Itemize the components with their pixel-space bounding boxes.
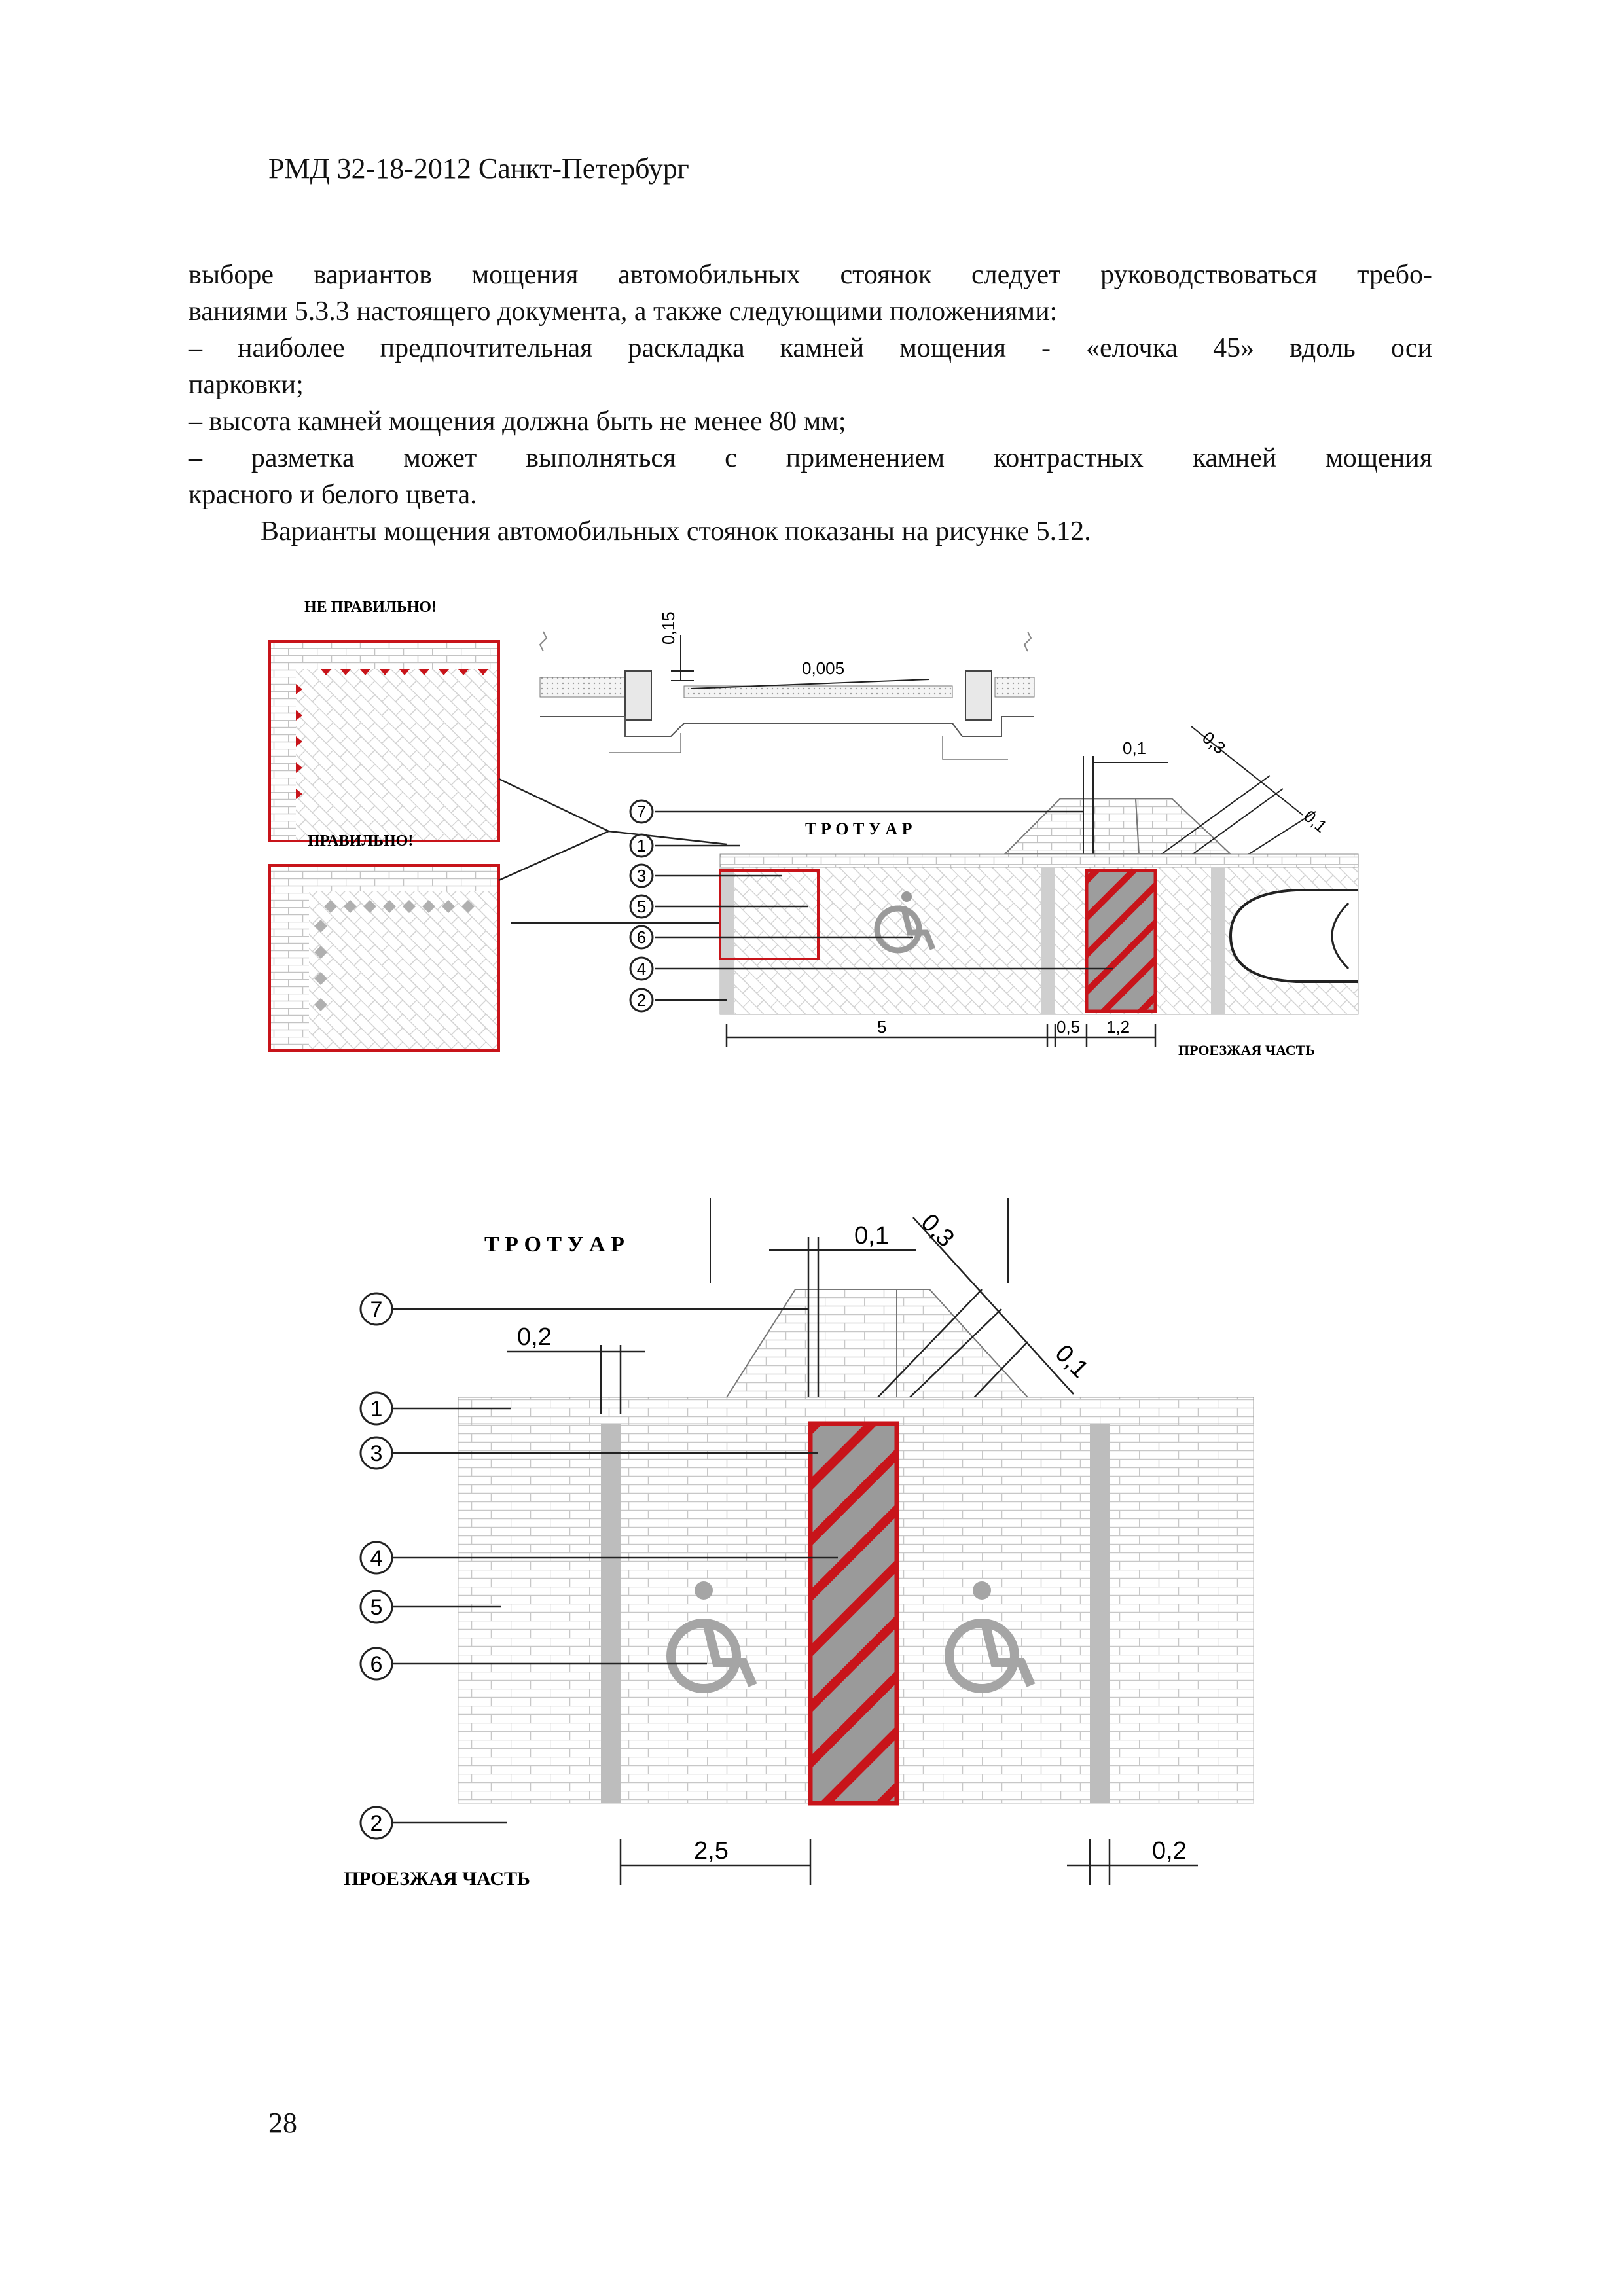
- dim-0-2-bottom: 0,2: [1152, 1837, 1187, 1865]
- roadway-label: ПРОЕЗЖАЯ ЧАСТЬ: [1178, 1042, 1315, 1058]
- text-line: выборе вариантов мощения автомобильных стоянок следует руководствоваться требо-: [189, 260, 1432, 290]
- callout-6: 6: [636, 927, 647, 947]
- callout-1: 1: [636, 836, 647, 855]
- bullet-item: – разметка может выполняться с применением контрастных камней мощения: [189, 443, 1432, 473]
- bullet-item: – наиболее предпочтительная раскладка камней мощения - «елочка 45» вдоль оси: [189, 333, 1432, 363]
- text-line: красного и белого цвета.: [189, 480, 477, 510]
- callout-7: 7: [636, 802, 647, 821]
- dim-0-2-top: 0,2: [517, 1323, 552, 1351]
- text-line: Варианты мощения автомобильных стоянок показаны на рисунке 5.12.: [261, 516, 1091, 547]
- dim-0-1b: 0,1: [1300, 806, 1331, 836]
- dim-2-5: 2,5: [694, 1837, 729, 1865]
- roadway-label-bottom: ПРОЕЗЖАЯ ЧАСТЬ: [344, 1868, 530, 1890]
- car-icon: [1231, 890, 1358, 982]
- document-header: РМД 32-18-2012 Санкт-Петербург: [268, 152, 689, 185]
- bullet-item: – высота камней мощения должна быть не менее 80 мм;: [189, 406, 846, 437]
- dims-top-bottom: [727, 1024, 1155, 1047]
- callout-2: 2: [636, 990, 647, 1010]
- callout-5: 5: [636, 897, 647, 916]
- callout-3-bottom: 3: [370, 1441, 383, 1466]
- dim-0-1-bottom: 0,1: [854, 1222, 889, 1249]
- parking-plan: [720, 854, 1358, 1014]
- dim-0-3: 0,3: [1199, 727, 1230, 758]
- dim-0-1b-bottom: 0,1: [1049, 1339, 1094, 1384]
- dim-0-15: 0,15: [659, 611, 678, 645]
- callout-6-bottom: 6: [370, 1652, 383, 1677]
- callout-7-bottom: 7: [370, 1297, 383, 1322]
- dim-0-005: 0,005: [802, 658, 845, 678]
- figure-bottom: [0, 1178, 1624, 1950]
- cross-section: [540, 611, 1034, 759]
- parking-plan-bottom: [458, 1397, 1254, 1803]
- figure-top: [0, 0, 1624, 1126]
- callout-5-bottom: 5: [370, 1595, 383, 1620]
- dim-0-3-bottom: 0,3: [915, 1208, 960, 1253]
- dim-0-1: 0,1: [1123, 738, 1147, 758]
- right-inset: [270, 865, 499, 1050]
- wrong-label: НЕ ПРАВИЛЬНО!: [304, 599, 437, 616]
- dim-0-5: 0,5: [1056, 1017, 1081, 1037]
- callout-3: 3: [636, 866, 647, 886]
- callout-1-bottom: 1: [370, 1397, 383, 1422]
- sidewalk-label: Т Р О Т У А Р: [805, 819, 912, 838]
- dim-1-2: 1,2: [1106, 1017, 1130, 1037]
- text-line: ваниями 5.3.3 настоящего документа, а также следующими положениями:: [189, 296, 1058, 327]
- dim-5: 5: [877, 1017, 887, 1037]
- page-number: 28: [268, 2107, 297, 2139]
- callout-2-bottom: 2: [370, 1811, 383, 1836]
- callout-4: 4: [636, 959, 647, 978]
- callout-4-bottom: 4: [370, 1546, 383, 1571]
- wrong-inset: [270, 641, 499, 841]
- sidewalk-label-bottom: Т Р О Т У А Р: [484, 1232, 624, 1257]
- right-label: ПРАВИЛЬНО!: [308, 833, 414, 850]
- text-line: парковки;: [189, 370, 304, 400]
